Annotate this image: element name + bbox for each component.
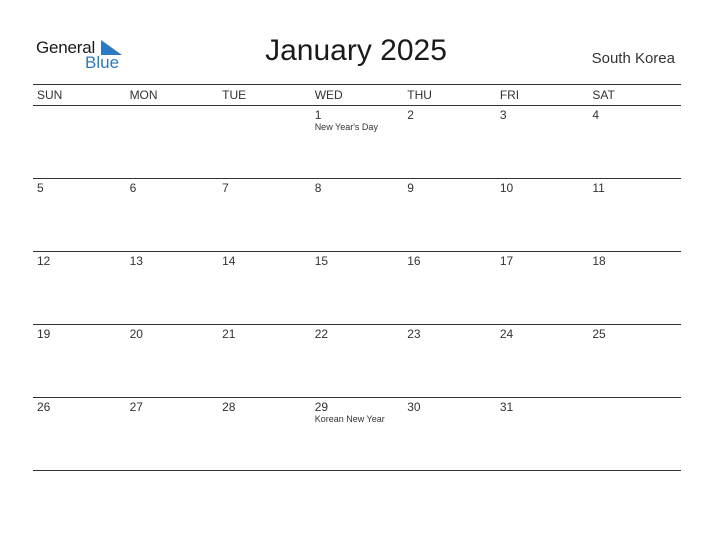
day-cell [126,252,219,324]
day-number: 23 [407,327,421,341]
day-number: 2 [407,108,414,122]
day-cell [218,179,311,251]
day-number: 14 [222,254,236,268]
logo-text-blue: Blue [85,53,120,72]
day-cell [126,325,219,397]
day-cell [33,325,126,397]
weekday-header-row [33,84,681,106]
weekday-thu: THU [407,88,432,102]
holiday-label: New Year's Day [314,122,378,132]
weekday-fri: FRI [499,88,520,102]
day-cell [496,252,589,324]
day-number: 11 [592,181,605,195]
week-row [33,179,681,252]
day-number: 8 [314,181,322,195]
day-cell [218,252,311,324]
day-number: 16 [407,254,421,268]
day-number: 3 [499,108,507,122]
day-number: 19 [37,327,51,341]
day-cell [403,179,496,251]
day-cell [496,179,589,251]
day-cell [403,325,496,397]
weekday-sun: SUN [37,88,63,102]
calendar-grid [33,84,681,471]
day-number: 9 [407,181,414,195]
day-cell [218,325,311,397]
day-number: 31 [499,400,514,414]
day-number: 4 [592,108,600,122]
day-number: 28 [222,400,236,414]
day-cell [311,252,404,324]
day-number: 13 [129,254,143,268]
weekday-sat: SAT [592,88,615,102]
day-number: 27 [129,400,143,414]
day-cell [496,398,589,470]
week-row [33,106,681,179]
day-number: 25 [592,327,606,341]
weekday-wed: WED [314,88,343,102]
day-cell [33,398,126,470]
day-number: 6 [129,181,137,195]
holiday-label: Korean New Year [314,414,385,424]
day-cell [496,106,589,178]
day-cell [218,398,311,470]
day-cell [218,106,311,178]
week-row [33,252,681,325]
day-cell [311,398,404,470]
weekday-mon: MON [129,88,158,102]
day-cell [588,106,681,178]
day-number: 21 [222,327,236,341]
day-cell [33,252,126,324]
day-number: 1 [314,108,322,122]
day-cell [311,106,404,178]
day-cell [403,398,496,470]
day-cell [311,325,404,397]
day-number: 17 [499,254,514,268]
day-number: 22 [314,327,329,341]
day-cell [311,179,404,251]
day-number: 20 [129,327,143,341]
day-cell [126,106,219,178]
day-cell [126,398,219,470]
week-row [33,398,681,471]
day-cell [33,106,126,178]
day-cell [588,179,681,251]
day-cell [588,398,681,470]
day-number: 29 [314,400,329,414]
day-number: 26 [37,400,51,414]
day-cell [126,179,219,251]
day-number: 5 [37,181,44,195]
day-cell [588,325,681,397]
page-title: January 2025 [265,34,447,67]
day-number: 15 [314,254,329,268]
day-number: 10 [499,181,514,195]
day-cell [588,252,681,324]
day-number: 30 [407,400,421,414]
country-label: South Korea [591,50,675,67]
week-row [33,325,681,398]
logo-text-general: General [36,38,96,57]
day-number: 24 [499,327,514,341]
day-cell [403,106,496,178]
day-number: 18 [592,254,606,268]
day-cell [33,179,126,251]
day-number: 12 [37,254,51,268]
day-number: 7 [222,181,229,195]
weekday-tue: TUE [222,88,247,102]
day-cell [403,252,496,324]
day-cell [496,325,589,397]
